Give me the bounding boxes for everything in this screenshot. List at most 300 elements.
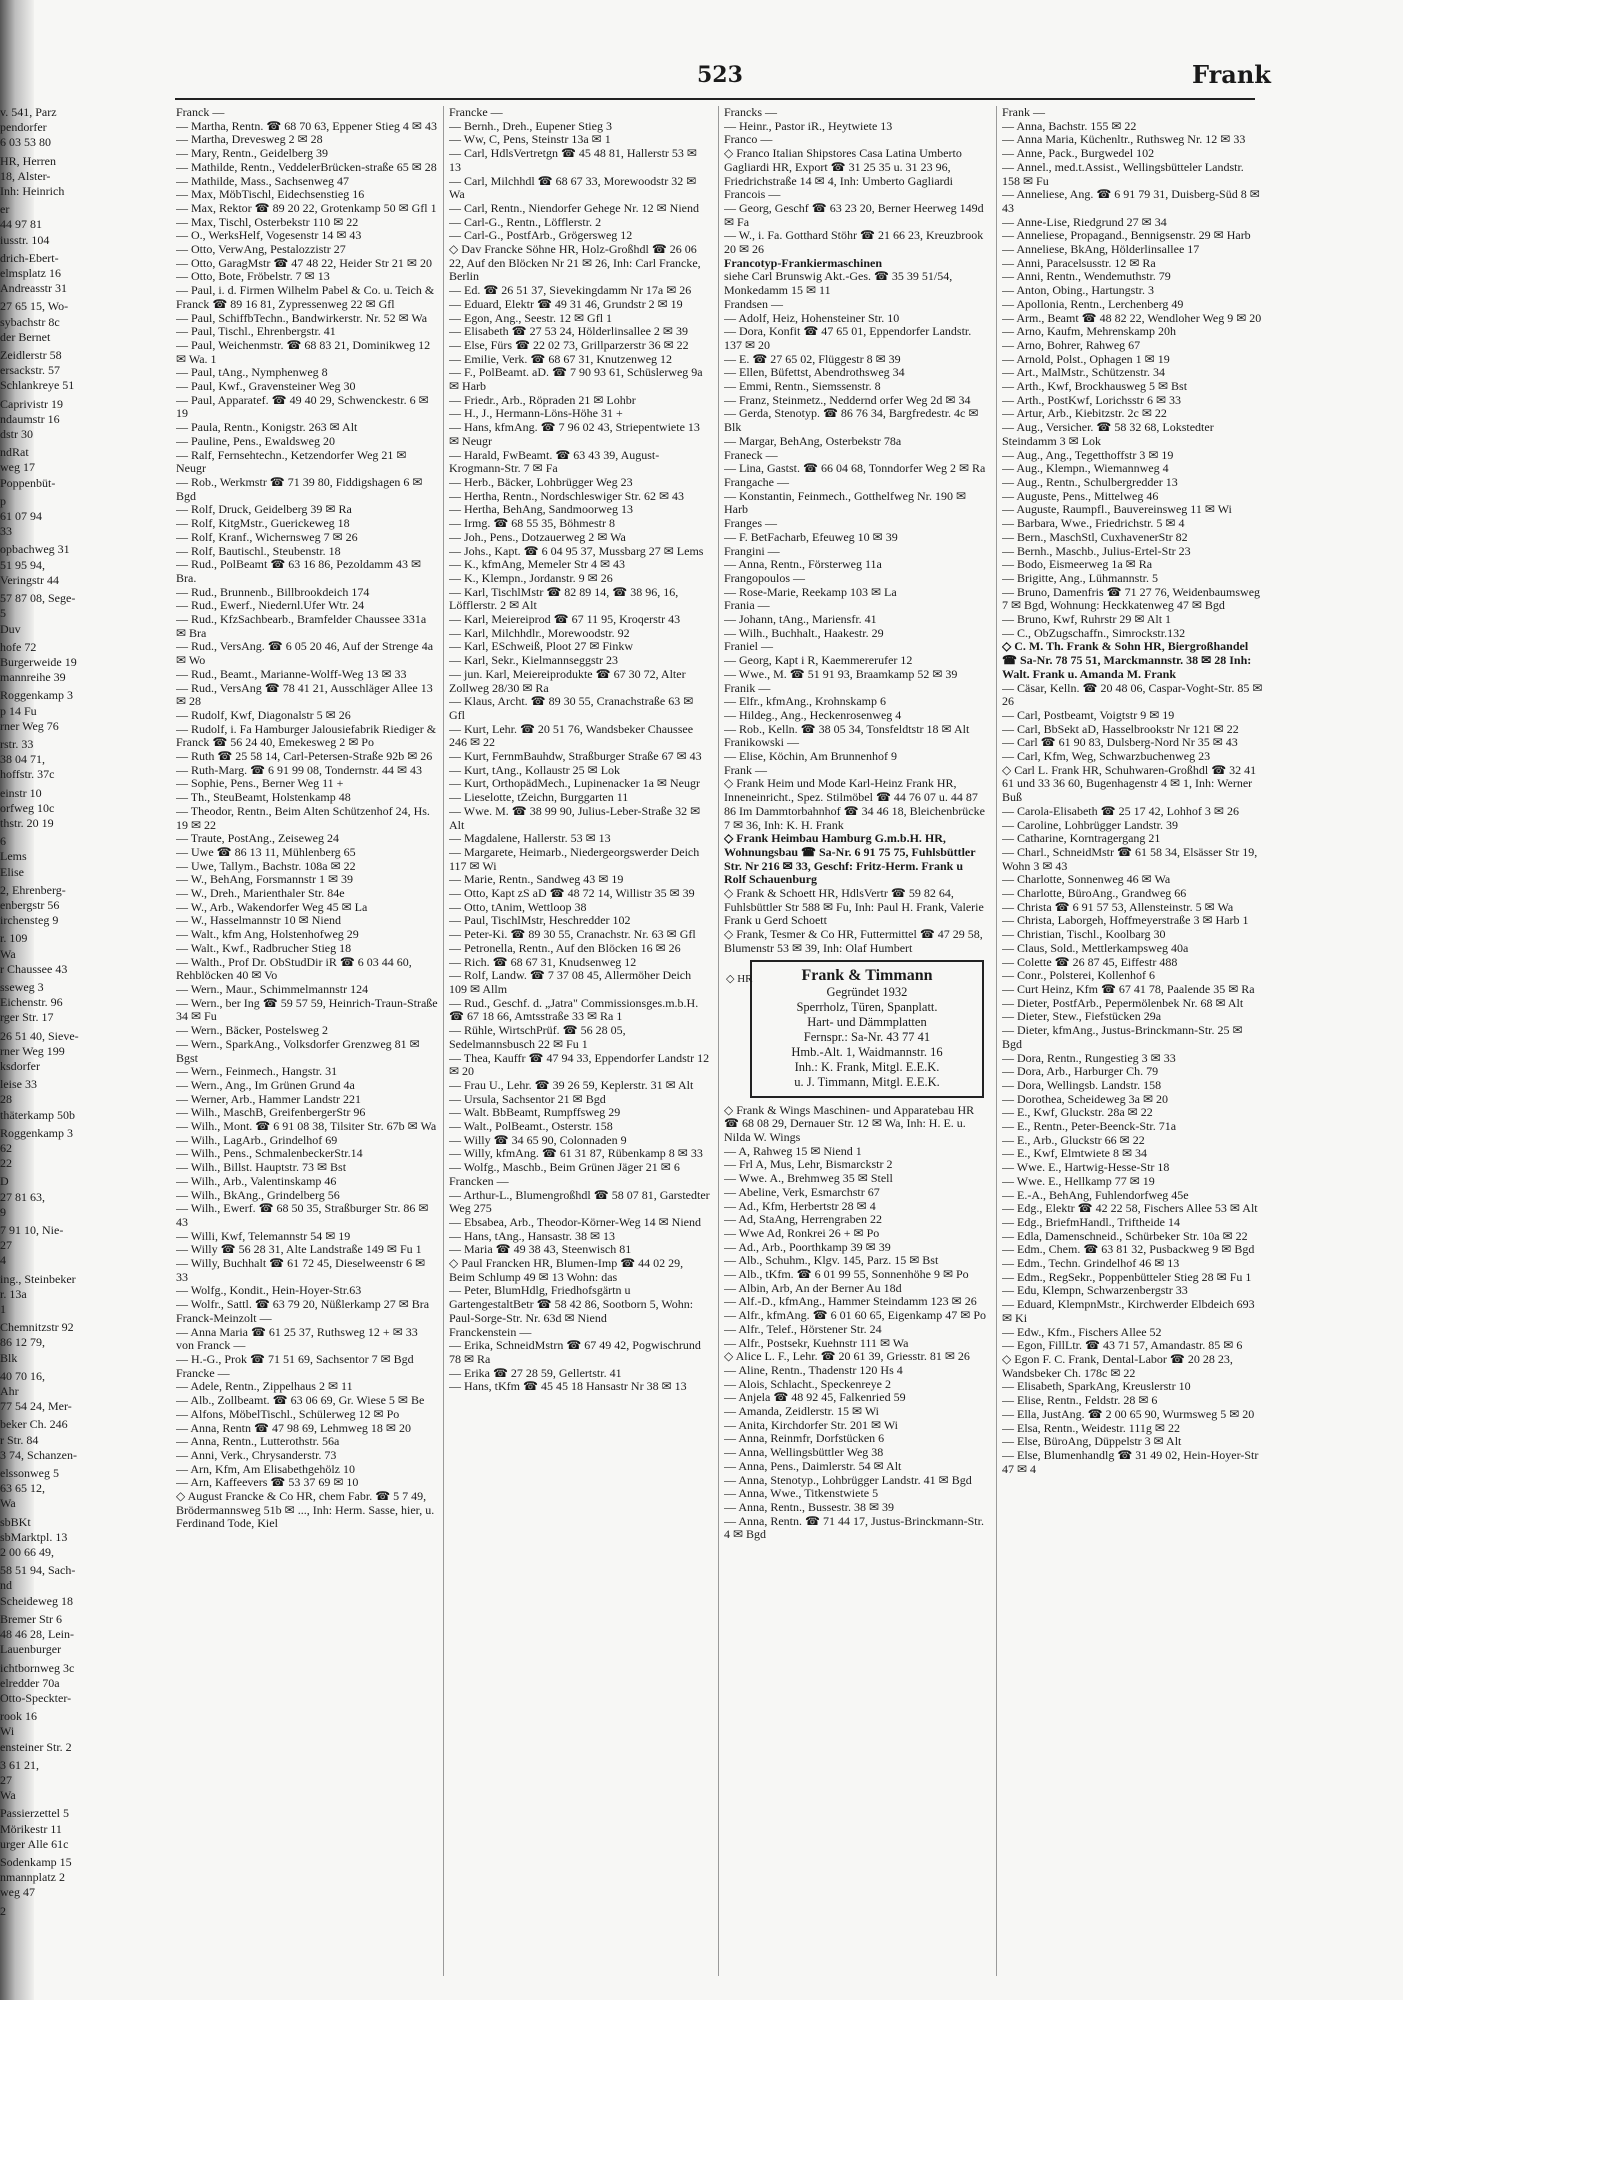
directory-entry: ◇ Franco Italian Shipstores Casa Latina Umberto Gagliardi HR, Export ☎ 31 25 35 u. 31 23 96, Friedrichstraße 14 ✉ 4, Inh: Umberto Gagliardi	[724, 146, 962, 188]
directory-entry: — F. BetFacharb, Efeuweg 10 ✉ 39	[724, 529, 898, 544]
directory-column-2	[449, 106, 711, 1986]
directory-entry: — F., PolBeamt. aD. ☎ 7 90 93 61, Schüslerweg 9a ✉ Harb	[449, 365, 703, 394]
directory-entry: — E., Kwf, Gluckstr. 28a ✉ 22	[1002, 1105, 1153, 1120]
fragment-line: Chemnitzstr 92	[0, 1320, 74, 1335]
directory-entry: — Anneliese, BkAng, Hölderlinsallee 17	[1002, 242, 1200, 257]
directory-entry: — Anna, Rentn ☎ 47 98 69, Lehmweg 18 ✉ 20	[176, 1420, 411, 1435]
surname-heading: Francke —	[449, 106, 503, 119]
fragment-line: nmannplatz 2	[0, 1870, 65, 1885]
directory-entry: — Theodor, Rentn., Beim Alten Schützenhof 24, Hs. 19 ✉ 22	[176, 803, 430, 832]
directory-entry: — Anna, Pens., Daimlerstr. 54 ✉ Alt	[724, 1458, 902, 1473]
directory-entry: — Wern., Maur., Schimmelmannstr 124	[176, 982, 369, 996]
directory-entry: — Anna, Reinmfr, Dorfstücken 6	[724, 1431, 885, 1446]
directory-entry: — Arthur-L., Blumengroßhdl ☎ 58 07 81, Garstedter Weg 275	[449, 1187, 710, 1216]
directory-entry: — Ruth ☎ 25 58 14, Carl-Petersen-Straße 92b ✉ 26	[176, 749, 433, 764]
directory-entry: — Art., MalMstr., Schützenstr. 34	[1002, 365, 1165, 380]
fragment-line: Roggenkamp 3	[0, 688, 73, 703]
directory-entry: — Carl ☎ 61 90 83, Dulsberg-Nord Nr 35 ✉ 43	[1002, 735, 1238, 750]
directory-entry: — Wwe. E., Hartwig-Hesse-Str 18	[1002, 1160, 1170, 1175]
directory-entry: — jun. Karl, Meiereiprodukte ☎ 67 30 72, Alter Zollweg 28/30 ✉ Ra	[449, 666, 686, 695]
directory-entry: — Erika, SchneidMstrn ☎ 67 49 42, Pogwischrund 78 ✉ Ra	[449, 1338, 701, 1366]
directory-entry: — Christian, Tischl., Koolbarg 30	[1002, 927, 1166, 942]
directory-entry: — Harald, FwBeamt. ☎ 63 43 39, August-Krogmann-Str. 7 ✉ Fa	[449, 447, 660, 476]
directory-entry: — Carola-Elisabeth ☎ 25 17 42, Lohhof 3 ✉ 26	[1002, 803, 1239, 818]
column-divider	[443, 106, 444, 1976]
directory-entry: — E., Rentn., Peter-Beenck-Str. 71a	[1002, 1119, 1177, 1134]
left-page-fragment	[0, 106, 170, 1986]
directory-entry: — Otto, Kapt zS aD ☎ 48 72 14, Willistr 35 ✉ 39	[449, 886, 695, 901]
directory-entry: — Wilh., Mont. ☎ 6 91 08 38, Tilsiter Str. 67b ✉ Wa	[176, 1119, 437, 1134]
fragment-line: der Bernet	[0, 329, 51, 344]
fragment-line: dstr 30	[0, 427, 33, 442]
directory-entry: — Wilh., Ewerf. ☎ 68 50 35, Straßburger Str. 86 ✉ 43	[176, 1201, 429, 1229]
directory-entry: — Wwe., M. ☎ 51 91 93, Braamkamp 52 ✉ 39	[724, 666, 958, 681]
directory-entry: — Friedr., Arb., Röpraden 21 ✉ Lohbr	[449, 392, 636, 407]
directory-entry: — C., ObZugschaffn., Simrockstr.132	[1002, 625, 1186, 640]
surname-heading: Franikowski —	[724, 735, 799, 750]
fragment-line: 44 97 81	[0, 217, 42, 232]
directory-entry: — Karl, Milchhdlr., Morewoodstr. 92	[449, 625, 630, 640]
directory-entry: — Marie, Rentn., Sandweg 43 ✉ 19	[449, 872, 624, 887]
fragment-line: ichtbornweg 3c	[0, 1660, 75, 1675]
directory-entry: — Edm., Techn. Grindelhof 46 ✉ 13	[1002, 1256, 1180, 1271]
fragment-line: enbergstr 56	[0, 897, 60, 912]
directory-entry: — Carl, Kfm, Weg, Schwarzbuchenweg 23	[1002, 749, 1211, 764]
directory-entry: — Alfr., Postsekr, Kuehnstr 111 ✉ Wa	[724, 1335, 909, 1350]
directory-entry: ◇ Egon F. C. Frank, Dental-Labor ☎ 20 28 23, Wandsbeker Ch. 178c ✉ 22	[1002, 1351, 1233, 1380]
fragment-line: Sodenkamp 15	[0, 1854, 72, 1869]
fragment-line: 6	[0, 834, 6, 849]
fragment-line: 3 74, Schanzen-	[0, 1447, 77, 1462]
fragment-line: 2	[0, 1903, 6, 1918]
directory-entry: — Otto, tAnim, Wettloop 38	[449, 899, 587, 914]
directory-entry: — Wern., Bäcker, Postelsweg 2	[176, 1023, 328, 1038]
fragment-line: 63 65 12,	[0, 1481, 45, 1496]
directory-entry: — Karl, TischlMstr ☎ 82 89 14, ☎ 38 96, 16, Löfflerstr. 2 ✉ Alt	[449, 584, 679, 613]
directory-entry: — Kurt, Lehr. ☎ 20 51 76, Wandsbeker Chaussee 246 ✉ 22	[449, 721, 694, 750]
fragment-line: Caprivistr 19	[0, 396, 63, 411]
directory-entry: — Pauline, Pens., Ewaldsweg 20	[176, 433, 335, 448]
directory-column-4	[1002, 106, 1264, 1986]
directory-entry: — Rud., Beamt., Marianne-Wolff-Weg 13 ✉ 33	[176, 666, 407, 681]
directory-entry: — Hans, tAng., Hansastr. 38 ✉ 13	[449, 1228, 616, 1243]
directory-entry: — Barbara, Wwe., Friedrichstr. 5 ✉ 4	[1002, 516, 1185, 531]
surname-heading: Franco —	[724, 132, 773, 147]
directory-entry: — Else, BüroAng, Düppelstr 3 ✉ Alt	[1002, 1434, 1182, 1449]
fragment-line: hofe 72	[0, 639, 37, 654]
directory-entry: — Rolf, KitgMstr., Guerickeweg 18	[176, 516, 350, 531]
directory-entry: — Wilh., Arb., Valentinskamp 46	[176, 1173, 337, 1188]
fragment-line: Lems	[0, 849, 27, 864]
fragment-line: r. 13a	[0, 1286, 27, 1301]
fragment-line: 61 07 94	[0, 509, 42, 524]
directory-entry: — Rose-Marie, Reekamp 103 ✉ La	[724, 584, 897, 599]
directory-entry: — Willi, Kwf, Telemannstr 54 ✉ 19	[176, 1228, 351, 1243]
fragment-line: 2 00 66 49,	[0, 1545, 54, 1560]
directory-entry: — Annel., med.t.Assist., Wellingsbütteler Landstr. 158 ✉ Fu	[1002, 159, 1244, 188]
surname-heading: Frank —	[1002, 106, 1045, 119]
running-head: Frank	[1192, 60, 1271, 89]
directory-entry: — Carl, HdlsVertretgn ☎ 45 48 81, Hallerstr 53 ✉ 13	[449, 146, 697, 174]
directory-entry: — A, Rahweg 15 ✉ Niend 1	[724, 1143, 862, 1158]
advertisement-title: Frank & Timmann	[801, 966, 933, 984]
directory-entry: — Ad, StaAng, Herrengraben 22	[724, 1212, 882, 1227]
directory-entry: — Carl, Postbeamt, Voigtstr 9 ✉ 19	[1002, 707, 1175, 722]
directory-entry: — Wilh., Buchhalt., Haakestr. 29	[724, 625, 884, 640]
directory-entry: — Frl A, Mus, Lehr, Bismarckstr 2	[724, 1157, 893, 1172]
directory-entry: — Rich. ☎ 68 67 31, Knudsenweg 12	[449, 954, 637, 969]
directory-entry: — Bruno, Damenfris ☎ 71 27 76, Weidenbaumsweg 7 ✉ Bgd, Wohnung: Heckkatenweg 47 ✉ Bgd	[1002, 584, 1261, 613]
directory-entry: — Rud., VersAng ☎ 78 41 21, Ausschläger Allee 13 ✉ 28	[176, 680, 433, 709]
fragment-line: elredder 70a	[0, 1675, 60, 1690]
directory-entry: — Rolf, Druck, Geidelberg 39 ✉ Ra	[176, 502, 352, 517]
fragment-line: Wa	[0, 1788, 16, 1803]
fragment-line: er	[0, 202, 10, 217]
fragment-line: Schlankreye 51	[0, 378, 75, 393]
directory-entry: — Ursula, Sachsentor 21 ✉ Bgd	[449, 1091, 606, 1106]
directory-entry: — E. ☎ 27 65 02, Flüggestr 8 ✉ 39	[724, 351, 901, 366]
directory-entry: — Alb., Schuhm., Klgv. 145, Parz. 15 ✉ Bst	[724, 1253, 939, 1268]
advertisement-badge: ◇ HR	[726, 972, 753, 985]
fragment-line: 7 91 10, Nie-	[0, 1223, 64, 1238]
fragment-line: 2, Ehrenberg-	[0, 882, 66, 897]
fragment-line: HR, Herren	[0, 153, 56, 168]
directory-entry: — Irmg. ☎ 68 55 35, Böhmestr 8	[449, 516, 615, 531]
directory-entry: — Klaus, Archt. ☎ 89 30 55, Cranachstraße 63 ✉ Gfl	[449, 694, 694, 722]
directory-entry: — Martha, Rentn. ☎ 68 70 63, Eppener Stieg 4 ✉ 43	[176, 118, 437, 133]
directory-entry: — Christa, Laborgeh, Hoffmeyerstraße 3 ✉ Harb 1	[1002, 913, 1249, 928]
fragment-line: Poppenbüt-	[0, 475, 56, 490]
directory-entry: — Hildeg., Ang., Heckenrosenweg 4	[724, 707, 902, 722]
directory-entry: — Kurt, tAng., Kollaustr 25 ✉ Lok	[449, 762, 621, 777]
fragment-line: Wa	[0, 1496, 16, 1511]
directory-entry: — Alfr., kfmAng. ☎ 6 01 60 65, Eigenkamp 47 ✉ Po	[724, 1308, 986, 1323]
advertisement-line: u. J. Timmann, Mitgl. E.E.K.	[794, 1074, 940, 1089]
directory-entry: — Elfr., kfmAng., Krohnskamp 6	[724, 694, 886, 709]
directory-entry: ◇ Carl L. Frank HR, Schuhwaren-Großhdl ☎ 32 41 61 und 33 36 60, Bugenhagenstr 4 ✉ 1, Inh: Werner Buß	[1002, 762, 1257, 805]
directory-entry: — Alb., tKfm. ☎ 6 01 99 55, Sonnenhöhe 9 ✉ Po	[724, 1267, 969, 1282]
directory-entry: — Anne, Pack., Burgwedel 102	[1002, 146, 1155, 161]
advertisement-line: Hmb.-Alt. 1, Waidmannstr. 16	[791, 1044, 943, 1059]
directory-entry: — Albin, Arb, An der Berner Au 18d	[724, 1280, 902, 1295]
directory-entry: — E., Arb., Gluckstr 66 ✉ 22	[1002, 1132, 1145, 1147]
directory-entry: — Edm., RegSekr., Poppenbütteler Stieg 28 ✉ Fu 1	[1002, 1269, 1252, 1284]
surname-heading: Franck-Meinzolt —	[176, 1310, 272, 1325]
fragment-line: Veringstr 44	[0, 572, 59, 587]
scan-margin-bottom	[0, 2000, 1600, 2177]
fragment-line: sbMarktpl. 13	[0, 1529, 68, 1544]
directory-entry: — Bodo, Eismeerweg 1a ✉ Ra	[1002, 557, 1153, 572]
directory-entry: ◇ C. M. Th. Frank & Sohn HR, Biergroßhandel ☎ Sa-Nr. 78 75 51, Marckmannstr. 38 ✉ 28 Inh: Walt. Frank u. Amanda M. Frank	[1002, 639, 1252, 681]
fragment-line: Andreasstr 31	[0, 281, 67, 296]
fragment-line: Eichenstr. 96	[0, 995, 63, 1010]
directory-entry: — Paul, i. d. Firmen Wilhelm Pabel & Co. u. Teich & Franck ☎ 89 16 81, Zypressenweg 22 ✉ Gfl	[176, 283, 435, 311]
advertisement-line: Inh.: K. Frank, Mitgl. E.E.K.	[794, 1059, 940, 1074]
directory-entry: — Konstantin, Feinmech., Gotthelfweg Nr. 190 ✉ Harb	[724, 488, 967, 517]
directory-entry: — Otto, GaragMstr ☎ 47 48 22, Heider Str 21 ✉ 20	[176, 255, 432, 270]
directory-entry: — Rudolf, Kwf, Diagonalstr 5 ✉ 26	[176, 707, 351, 722]
directory-entry: — Ella, JustAng. ☎ 2 00 65 90, Wurmsweg 5 ✉ 20	[1002, 1406, 1255, 1421]
directory-entry: — Carl, Milchhdl ☎ 68 67 33, Morewoodstr 32 ✉ Wa	[449, 173, 697, 202]
directory-entry: — E., Kwf, Elmtwiete 8 ✉ 34	[1002, 1146, 1148, 1161]
directory-entry: ◇ Frank Heim und Mode Karl-Heinz Frank HR, Inneneinricht., Spez. Stilmöbel ☎ 44 76 07 u. 44 87 86 Im Dammtorbahnhof ☎ 34 46 18, Bleichenbrücke 7 ✉ 36, Inh: K. H. Frank	[724, 776, 985, 832]
directory-entry: — Carl, Rentn., Niendorfer Gehege Nr. 12 ✉ Niend	[449, 200, 699, 215]
directory-entry: — Arm., Beamt ☎ 48 82 22, Wendloher Weg 9 ✉ 20	[1002, 310, 1262, 325]
fragment-line: rook 16	[0, 1709, 37, 1724]
directory-entry: — Wern., ber Ing ☎ 59 57 59, Heinrich-Traun-Straße 34 ✉ Fu	[176, 995, 438, 1024]
fragment-line: 57 87 08, Sege-	[0, 591, 76, 606]
fragment-line: beker Ch. 246	[0, 1417, 68, 1432]
fragment-line: Passierzettel 5	[0, 1806, 69, 1821]
directory-entry: — Alois, Schlacht., Speckenreye 2	[724, 1376, 891, 1391]
directory-entry: — Dorothea, Scheideweg 3a ✉ 20	[1002, 1091, 1169, 1106]
directory-entry: — Aug., Klempn., Wiemannweg 4	[1002, 461, 1169, 476]
fragment-line: 6 03 53 80	[0, 135, 51, 150]
directory-entry: — Werner, Arb., Hammer Landstr 221	[176, 1091, 361, 1106]
fragment-line: ndaumstr 16	[0, 411, 60, 426]
directory-entry: — Rud., KfzSachbearb., Bramfelder Chaussee 331a ✉ Bra	[176, 612, 427, 640]
surname-heading: Frangopoulos —	[724, 570, 805, 585]
directory-entry: — Peter-Ki. ☎ 89 30 55, Cranachstr. Nr. 63 ✉ Gfl	[449, 927, 696, 942]
surname-heading: Francken —	[449, 1173, 509, 1188]
directory-entry: Francotyp-Frankiermaschinen	[724, 255, 882, 270]
directory-entry: — Paul, tAng., Nymphenweg 8	[176, 365, 328, 380]
fragment-line: opbachweg 31	[0, 542, 70, 557]
directory-entry: — Anna, Bachstr. 155 ✉ 22	[1002, 118, 1137, 133]
advertisement-line: Sperrholz, Türen, Spanplatt.	[796, 999, 938, 1014]
directory-entry: — Abeline, Verk, Esmarchstr 67	[724, 1184, 880, 1199]
fragment-line: weg 47	[0, 1885, 35, 1900]
directory-entry: ◇ Frank, Tesmer & Co HR, Futtermittel ☎ 47 29 58, Blumenstr 53 ✉ 39, Inh: Olaf Humbert	[724, 927, 983, 955]
directory-entry: siehe Carl Brunswig Akt.-Ges. ☎ 35 39 51/54, Monkedamm 15 ✉ 11	[724, 269, 953, 298]
fragment-line: mannreihe 39	[0, 670, 66, 685]
fragment-line: Lauenburger	[0, 1642, 62, 1657]
directory-entry: ◇ Frank & Schoett HR, HdlsVertr ☎ 59 82 64, Fuhlsbüttler Str 588 ✉ Fu, Inh: Paul H. Frank, Valerie Frank u Gerd Schoett	[724, 886, 984, 928]
fragment-line: ensteiner Str. 2	[0, 1739, 72, 1754]
directory-entry: — Elisabeth ☎ 27 53 24, Hölderlinsallee 2 ✉ 39	[449, 324, 688, 339]
fragment-line: elmsplatz 16	[0, 266, 61, 281]
surname-heading: Frandsen —	[724, 296, 783, 311]
directory-entry: — Christa ☎ 6 91 57 53, Allensteinstr. 5 ✉ Wa	[1002, 899, 1234, 914]
directory-entry: — Anton, Obing., Hartungstr. 3	[1002, 283, 1154, 298]
directory-entry: — Edg., Elektr ☎ 42 22 58, Fischers Allee 53 ✉ Alt	[1002, 1201, 1258, 1216]
fragment-line: 22	[0, 1156, 12, 1171]
directory-entry: — Adolf, Heiz, Hohensteiner Str. 10	[724, 310, 900, 325]
directory-entry: — E.-A., BehAng, Fuhlendorfweg 45e	[1002, 1187, 1189, 1202]
directory-entry: ◇ August Francke & Co HR, chem Fabr. ☎ 5 7 49, Brödermannsweg 51b ✉ ..., Inh: Herm. Sasse, hier, u. Ferdinand Tode, Kiel	[176, 1489, 435, 1531]
directory-entry: — Anna, Rentn., Lutterothstr. 56a	[176, 1434, 340, 1449]
directory-entry: — Hertha, BehAng, Sandmoorweg 13	[449, 502, 633, 517]
directory-entry: — Wilh., Pens., SchmalenbeckerStr.14	[176, 1146, 363, 1161]
directory-entry: — Ralf, Fernsehtechn., Ketzendorfer Weg 21 ✉ Neugr	[176, 447, 407, 476]
directory-entry: — W., Dreh., Marienthaler Str. 84e	[176, 886, 345, 901]
directory-entry: — Arnold, Polst., Ophagen 1 ✉ 19	[1002, 351, 1170, 366]
directory-entry: — Claus, Sold., Mettlerkampsweg 40a	[1002, 940, 1189, 955]
directory-entry: — Alfons, MöbelTischl., Schülerweg 12 ✉ Po	[176, 1406, 400, 1421]
directory-entry: — Arn, Kaffeevers ☎ 53 37 69 ✉ 10	[176, 1475, 359, 1490]
directory-entry: — Wern., Ang., Im Grünen Grund 4a	[176, 1077, 355, 1092]
surname-heading: Franeck —	[724, 447, 778, 462]
directory-entry: — Arno, Bohrer, Rahweg 67	[1002, 337, 1141, 352]
directory-entry: — Edla, Damenschneid., Schürbeker Str. 10a ✉ 22	[1002, 1228, 1248, 1243]
fragment-line: p	[0, 493, 6, 508]
fragment-line: 26 51 40, Sieve-	[0, 1028, 79, 1043]
surname-heading: Frank —	[724, 762, 767, 777]
fragment-line: 77 54 24, Mer-	[0, 1399, 72, 1414]
directory-entry: — Lieselotte, tZeichn, Burggarten 11	[449, 790, 629, 805]
directory-entry: — Anna, Rentn. ☎ 71 44 17, Justus-Brinckmann-Str. 4 ✉ Bgd	[724, 1513, 984, 1542]
directory-entry: — Bernh., Maschb., Julius-Ertel-Str 23	[1002, 543, 1191, 558]
directory-entry: — Wilh., MaschB, GreifenbergerStr 96	[176, 1105, 366, 1120]
directory-entry: — Wwe. M. ☎ 38 99 90, Julius-Leber-Straße 32 ✉ Alt	[449, 803, 701, 832]
directory-entry: — Mary, Rentn., Geidelberg 39	[176, 146, 328, 161]
fragment-line: elssonweg 5	[0, 1466, 59, 1481]
directory-entry: — Wolfg., Kondit., Hein-Hoyer-Str.63	[176, 1283, 362, 1298]
directory-entry: — Wern., SparkAng., Volksdorfer Grenzweg 81 ✉ Bgst	[176, 1036, 420, 1065]
column-divider	[996, 106, 997, 1976]
directory-entry: — Wolfg., Maschb., Beim Grünen Jäger 21 ✉ 6	[449, 1160, 680, 1175]
fragment-line: Burgerweide 19	[0, 654, 77, 669]
fragment-line: Duv	[0, 621, 21, 636]
fragment-line: urger Alle 61c	[0, 1836, 69, 1851]
fragment-line: 4	[0, 1253, 6, 1268]
directory-entry: — Charlotte, Sonnenweg 46 ✉ Wa	[1002, 872, 1171, 887]
directory-entry: — Edu, Klempn, Schwarzenbergstr 33	[1002, 1283, 1188, 1298]
directory-entry: — Apollonia, Rentn., Lerchenberg 49	[1002, 296, 1184, 311]
fragment-line: 33	[0, 524, 12, 539]
fragment-line: thäterkamp 50b	[0, 1107, 75, 1122]
fragment-line: 27 81 63,	[0, 1189, 45, 1204]
fragment-line: hoffstr. 37c	[0, 767, 55, 782]
fragment-line: rner Weg 199	[0, 1043, 65, 1058]
directory-entry: — Edg., BriefmHandl., Triftheide 14	[1002, 1214, 1180, 1229]
directory-entry: — Paul, Apparatef. ☎ 49 40 29, Schwenckestr. 6 ✉ 19	[176, 392, 429, 421]
directory-entry: — Walth., Prof Dr. ObStudDir iR ☎ 6 03 44 60, Rehblöcken 40 ✉ Vo	[176, 954, 412, 983]
directory-entry: — Cäsar, Kelln. ☎ 20 48 06, Caspar-Voght-Str. 85 ✉ 26	[1002, 680, 1263, 709]
directory-entry: — Rob., Kelln. ☎ 38 05 34, Tonsfeldtstr 18 ✉ Alt	[724, 721, 970, 736]
fragment-line: 58 51 94, Sach-	[0, 1563, 76, 1578]
directory-entry: — W., Hasselmannstr 10 ✉ Niend	[176, 913, 342, 928]
directory-entry: — Joh., Pens., Dotzauerweg 2 ✉ Wa	[449, 529, 626, 544]
directory-entry: — Caroline, Lohbrügger Landstr. 39	[1002, 817, 1178, 832]
fragment-line: orfweg 10c	[0, 800, 55, 815]
directory-entry: — K., kfmAng, Memeler Str 4 ✉ 43	[449, 557, 626, 572]
directory-entry: — Dora, Rentn., Rungestieg 3 ✉ 33	[1002, 1050, 1176, 1065]
surname-heading: Francks —	[724, 106, 777, 119]
directory-entry: ◇ Frank & Wings Maschinen- und Apparatebau HR ☎ 68 08 29, Dernauer Str. 12 ✉ Wa, Inh: H. E. u. Nilda W. Wings	[724, 1102, 975, 1144]
directory-entry: — Elsa, Rentn., Weidestr. 111g ✉ 22	[1002, 1420, 1180, 1435]
directory-entry: — Amanda, Zeidlerstr. 15 ✉ Wi	[724, 1404, 879, 1419]
directory-entry: — Paul, SchiffbTechn., Bandwirkerstr. Nr. 52 ✉ Wa	[176, 310, 428, 325]
directory-entry: — W., BehAng, Forsmannstr 1 ✉ 39	[176, 872, 354, 887]
directory-entry: — Heinr., Pastor iR., Heytwiete 13	[724, 118, 893, 133]
directory-entry: — Frau U., Lehr. ☎ 39 26 59, Keplerstr. 31 ✉ Alt	[449, 1077, 694, 1092]
fragment-line: Wa	[0, 946, 16, 961]
directory-entry: — Anni, Verk., Chrysanderstr. 73	[176, 1447, 337, 1462]
directory-entry: — Maria ☎ 49 38 43, Steenwisch 81	[449, 1242, 632, 1257]
fragment-line: irchensteg 9	[0, 913, 59, 928]
directory-entry: — Wolfr., Sattl. ☎ 63 79 20, Nüßlerkamp 27 ✉ Bra	[176, 1297, 430, 1312]
directory-entry: — Elisabeth, SparkAng, Kreuslerstr 10	[1002, 1379, 1191, 1394]
fragment-line: sseweg 3	[0, 979, 44, 994]
directory-entry: — Emilie, Verk. ☎ 68 67 31, Knutzenweg 12	[449, 351, 673, 366]
fragment-line: p 14 Fu	[0, 703, 37, 718]
directory-entry: — Rud., PolBeamt ☎ 63 16 86, Pezoldamm 43 ✉ Bra.	[176, 557, 421, 585]
surname-heading: Franiel —	[724, 639, 773, 654]
directory-entry: — Arno, Kaufm, Mehrenskamp 20h	[1002, 324, 1176, 339]
fragment-line: Roggenkamp 3	[0, 1125, 73, 1140]
directory-entry: — Sophie, Pens., Berner Weg 11 +	[176, 776, 344, 791]
fragment-line: 27	[0, 1772, 12, 1787]
directory-entry: — Traute, PostAng., Zeiseweg 24	[176, 831, 339, 846]
directory-entry: — Ad., Arb., Poorthkamp 39 ✉ 39	[724, 1239, 891, 1254]
fragment-line: 3 61 21,	[0, 1757, 39, 1772]
fragment-line: rstr. 33	[0, 736, 34, 751]
directory-entry: — Lina, Gastst. ☎ 66 04 68, Tonndorfer Weg 2 ✉ Ra	[724, 461, 986, 476]
directory-entry: — Uwe ☎ 86 13 11, Mühlenberg 65	[176, 844, 356, 859]
directory-entry: — Anna, Rentn., Bussestr. 38 ✉ 39	[724, 1499, 895, 1514]
directory-entry: — Gerda, Stenotyp. ☎ 86 76 34, Bargfredestr. 4c ✉ Blk	[724, 406, 979, 435]
directory-entry: — Karl, Sekr., Kielmannseggstr 23	[449, 653, 618, 668]
fragment-line: 38 04 71,	[0, 752, 45, 767]
fragment-line: 27 65 15, Wo-	[0, 299, 69, 314]
directory-entry: — Conr., Polsterei, Kollenhof 6	[1002, 968, 1155, 983]
directory-entry: — Artur, Arb., Kiebitzstr. 2c ✉ 22	[1002, 406, 1167, 421]
directory-entry: — Alf.-D., kfmAng., Hammer Steindamm 123 ✉ 26	[724, 1294, 977, 1309]
directory-entry: — Max, MöbTischl, Eidechsenstieg 16	[176, 187, 365, 202]
fragment-line: 9	[0, 1204, 6, 1219]
directory-entry: — Colette ☎ 26 87 45, Eiffestr 488	[1002, 954, 1178, 969]
directory-entry: — Bruno, Kwf, Ruhrstr 29 ✉ Alt 1	[1002, 612, 1172, 627]
directory-entry: — Ed. ☎ 26 51 37, Sievekingdamm Nr 17a ✉ 26	[449, 283, 692, 298]
directory-entry: — Th., SteuBeamt, Holstenkamp 48	[176, 790, 351, 805]
directory-column-3	[724, 106, 986, 1986]
fragment-line: 40 70 16,	[0, 1368, 45, 1383]
directory-entry: — Georg, Geschf ☎ 63 23 20, Berner Heerweg 149d ✉ Fa	[724, 200, 984, 229]
directory-entry: — Dieter, Stew., Fiefstücken 29a	[1002, 1009, 1162, 1024]
directory-entry: — Ad., Kfm, Herbertstr 28 ✉ 4	[724, 1198, 876, 1213]
directory-entry: — Rud., Ewerf., Niedernl.Ufer Wtr. 24	[176, 598, 365, 613]
fragment-line: Zeidlerstr 58	[0, 348, 62, 363]
fragment-line: ndRat	[0, 445, 29, 460]
directory-entry: — Egon, Ang., Seestr. 12 ✉ Gfl 1	[449, 310, 613, 325]
directory-entry: — Otto, VerwAng, Pestalozzistr 27	[176, 242, 346, 257]
directory-entry: — Emmi, Rentn., Siemssenstr. 8	[724, 379, 881, 394]
directory-entry: — Johann, tAng., Mariensfr. 41	[724, 612, 877, 627]
fragment-line: ksdorfer	[0, 1058, 40, 1073]
directory-entry: — Arn, Kfm, Am Elisabethgehölz 10	[176, 1461, 355, 1476]
surname-heading: Frania —	[724, 598, 770, 613]
directory-entry: — Rolf, Bautischl., Steubenstr. 18	[176, 543, 341, 558]
directory-entry: — Magdalene, Hallerstr. 53 ✉ 13	[449, 831, 611, 846]
directory-entry: — Margarete, Heimarb., Niedergeorgswerder Deich 117 ✉ Wi	[449, 844, 700, 873]
directory-entry: — Aug., Versicher. ☎ 58 32 68, Lokstedter Steindamm 3 ✉ Lok	[1002, 420, 1214, 448]
fragment-line: Blk	[0, 1350, 18, 1365]
fragment-line: D	[0, 1174, 9, 1189]
directory-entry: — Edw., Kfm., Fischers Allee 52	[1002, 1324, 1162, 1339]
directory-entry: — Anna, Stenotyp., Lohbrügger Landstr. 41 ✉ Bgd	[724, 1472, 972, 1487]
directory-entry: — Walt., Kwf., Radbrucher Stieg 18	[176, 940, 352, 955]
directory-entry: — Hans, tKfm ☎ 45 45 18 Hansastr Nr 38 ✉ 13	[449, 1379, 687, 1394]
directory-entry: ◇ Dav Francke Söhne HR, Holz-Großhdl ☎ 26 06 22, Auf den Blöcken Nr 21 ✉ 26, Inh: Carl Francke, Berlin	[449, 242, 701, 284]
directory-entry: — Willy ☎ 56 28 31, Alte Landstraße 149 ✉ Fu 1	[176, 1242, 422, 1257]
directory-entry: — Alb., Zollbeamt. ☎ 63 06 69, Gr. Wiese 5 ✉ Be	[176, 1393, 425, 1408]
fragment-line: thstr. 20 19	[0, 815, 54, 830]
directory-entry: — Anna Maria, Küchenltr., Ruthsweg Nr. 12 ✉ 33	[1002, 132, 1246, 147]
directory-entry: — Adele, Rentn., Zippelhaus 2 ✉ 11	[176, 1379, 353, 1394]
directory-entry: — Ebsabea, Arb., Theodor-Körner-Weg 14 ✉ Niend	[449, 1214, 701, 1229]
directory-entry: — Alfr., Telef., Hörstener Str. 24	[724, 1321, 882, 1336]
